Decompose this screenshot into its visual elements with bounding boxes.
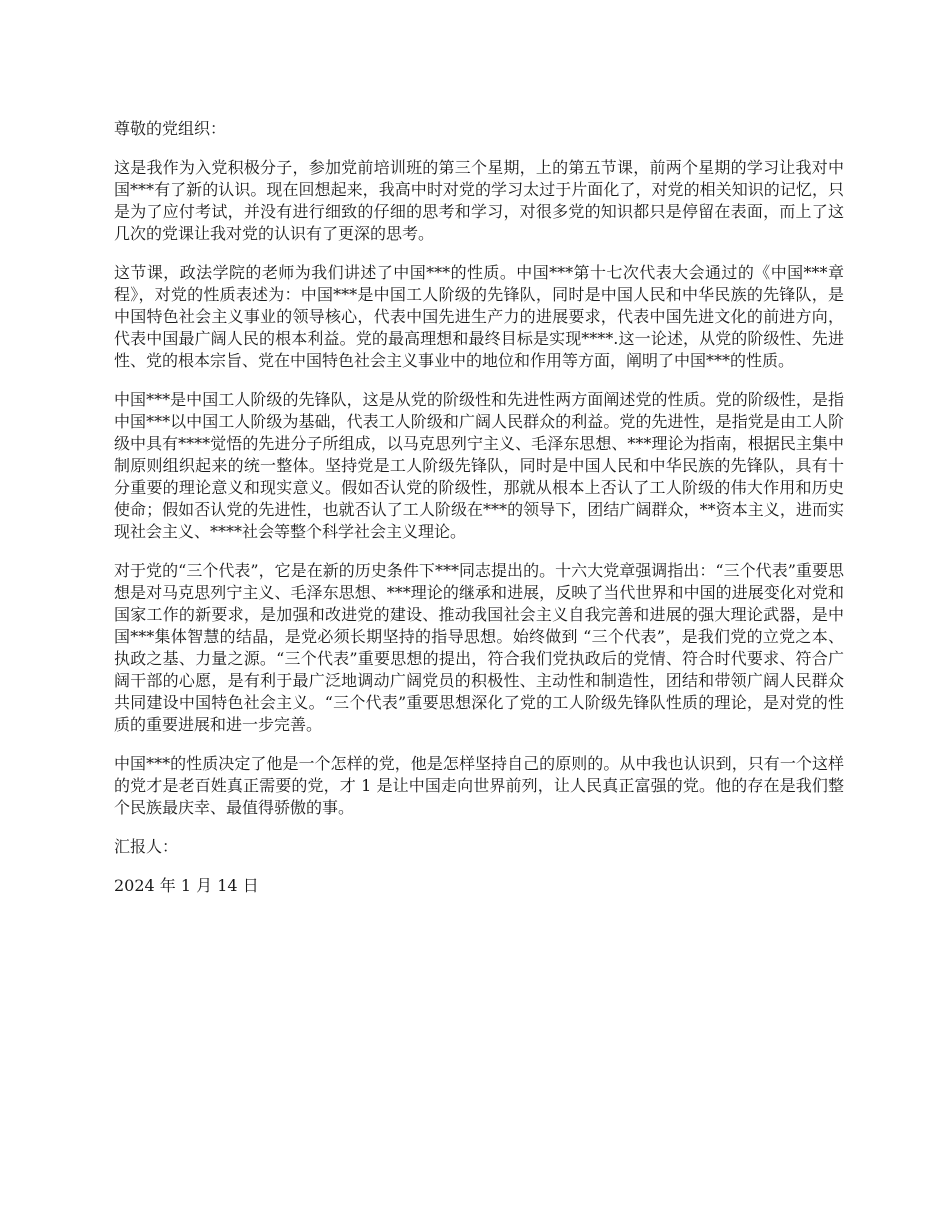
- paragraph-1: 这是我作为入党积极分子，参加党前培训班的第三个星期，上的第五节课，前两个星期的学习让我对中国***有了新的认识。现在回想起来，我高中时对党的学习太过于片面化了，对党的相关知识的记忆，只是为了应付考试，并没有进行细致的仔细的思考和学习，对很多党的知识都只是停留在表面，而上了这几次的党课让我对党的认识有了更深的思考。: [114, 158, 844, 243]
- signature-label: 汇报人：: [114, 837, 179, 856]
- paragraph-5: 中国***的性质决定了他是一个怎样的党，他是怎样坚持自己的原则的。从中我也认识到，只有一个这样的党才是老百姓真正需要的党，才 1 是让中国走向世界前列，让人民真正富强的党。他的存在是我们整个民族最庆幸、最值得骄傲的事。: [114, 754, 844, 817]
- paragraph-3: 中国***是中国工人阶级的先锋队，这是从党的阶级性和先进性两方面阐述党的性质。党的阶级性，是指中国***以中国工人阶级为基础，代表工人阶级和广阔人民群众的利益。党的先进性，是指党是由工人阶级中具有****觉悟的先进分子所组成，以马克思列宁主义、毛泽东思想、***理论为指南，根据民主集中制原则组织起来的统一整体。坚持党是工人阶级先锋队，同时是中国人民和中华民族的先锋队，具有十分重要的理论意义和现实意义。假如否认党的阶级性，那就从根本上否认了工人阶级的伟大作用和历史使命；假如否认党的先进性，也就否认了工人阶级在***的领导下，团结广阔群众，**资本主义，进而实现社会主义、****社会等整个科学社会主义理论。: [114, 390, 844, 541]
- paragraph-4: 对于党的“三个代表”，它是在新的历史条件下***同志提出的。十六大党章强调指出：“三个代表”重要思想是对马克思列宁主义、毛泽东思想、***理论的继承和进展，反映了当代世界和中国的进展变化对党和国家工作的新要求，是加强和改进党的建设、推动我国社会主义自我完善和进展的强大理论武器，是中国***集体智慧的结晶，是党必须长期坚持的指导思想。始终做到 “三个代表”，是我们党的立党之本、执政之基、力量之源。“三个代表”重要思想的提出，符合我们党执政后的党情、符合时代要求、符合广阔干部的心愿，是有利于最广泛地调动广阔党员的积极性、主动性和制造性，团结和带领广阔人民群众共同建设中国特色社会主义。“三个代表”重要思想深化了党的工人阶级先锋队性质的理论，是对党的性质的重要进展和进一步完善。: [114, 561, 844, 734]
- document-body: [114, 118, 844, 897]
- paragraph-2: 这节课，政法学院的老师为我们讲述了中国***的性质。中国***第十七次代表大会通过的《中国***章程》，对党的性质表述为：中国***是中国工人阶级的先锋队，同时是中国人民和中华民族的先锋队，是中国特色社会主义事业的领导核心，代表中国先进生产力的进展要求，代表中国先进文化的前进方向，代表中国最广阔人民的根本利益。党的最高理想和最终目标是实现****.这一论述，从党的阶级性、先进性、党的根本宗旨、党在中国特色社会主义事业中的地位和作用等方面，阐明了中国***的性质。: [114, 263, 844, 370]
- salutation: 尊敬的党组织：: [114, 119, 227, 138]
- report-date: 2024 年 1 月 14 日: [114, 876, 259, 895]
